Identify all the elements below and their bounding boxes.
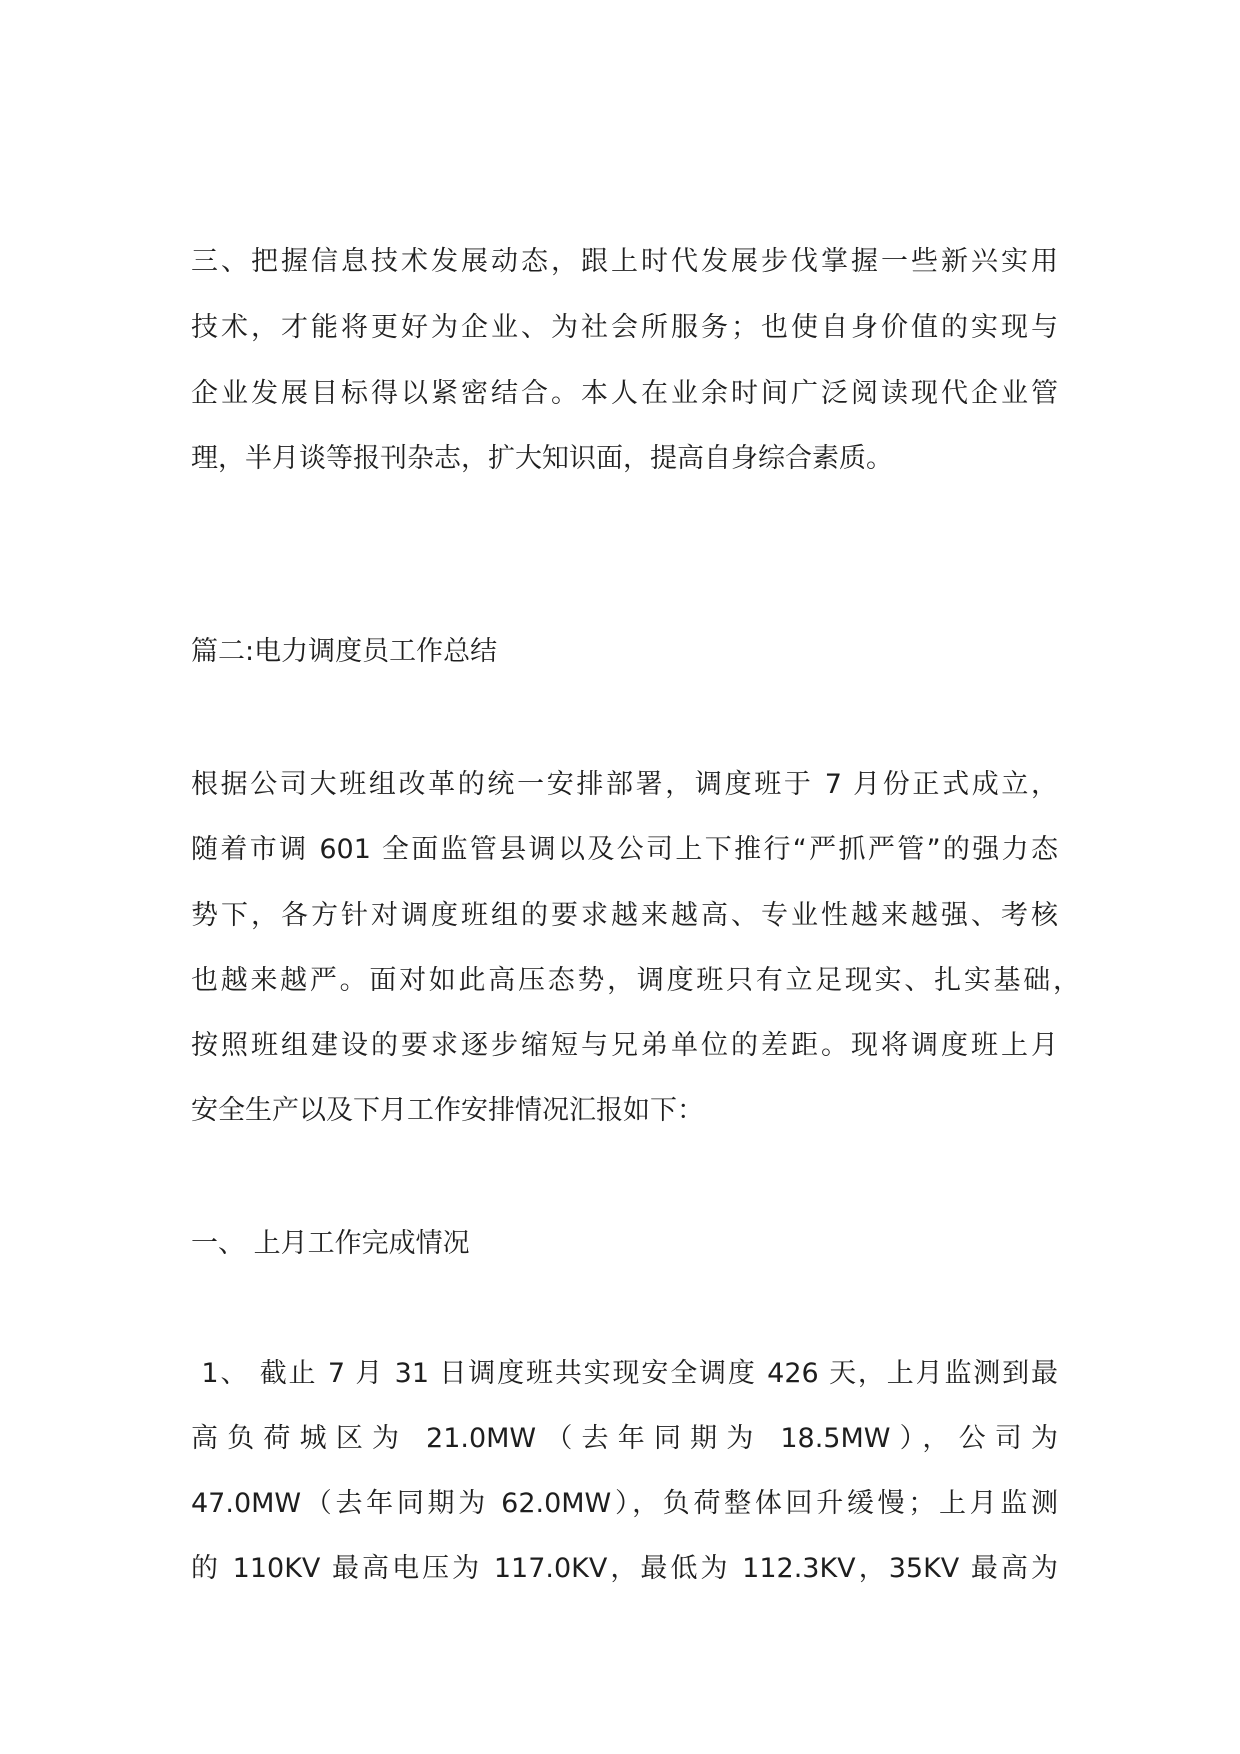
paragraph-line: 安全生产以及下月工作安排情况汇报如下： — [191, 1095, 704, 1126]
paragraph-line: 根据公司大班组改革的统一安排部署，调度班于 7 月份正式成立， — [191, 769, 1058, 800]
paragraph-line: 47.0MW（去年同期为 62.0MW），负荷整体回升缓慢；上月监测 — [191, 1488, 1058, 1519]
paragraph-line: 也越来越严。面对如此高压态势，调度班只有立足现实、扎实基础， — [191, 965, 1080, 996]
paragraph-line: 1、 截止 7 月 31 日调度班共实现安全调度 426 天，上月监测到最 — [191, 1358, 1058, 1389]
paragraph-line: 按照班组建设的要求逐步缩短与兄弟单位的差距。现将调度班上月 — [191, 1030, 1058, 1061]
paragraph-line: 企业发展目标得以紧密结合。本人在业余时间广泛阅读现代企业管 — [191, 378, 1058, 409]
paragraph-line: 的 110KV 最高电压为 117.0KV，最低为 112.3KV，35KV 最高为 — [191, 1553, 1058, 1584]
paragraph-line: 三、把握信息技术发展动态，跟上时代发展步伐掌握一些新兴实用 — [191, 246, 1058, 277]
paragraph-line: 势下，各方针对调度班组的要求越来越高、专业性越来越强、考核 — [191, 900, 1058, 931]
paragraph-line: 高负荷城区为 21.0MW（去年同期为 18.5MW），公司为 — [191, 1423, 1058, 1454]
paragraph-line: 技术，才能将更好为企业、为社会所服务；也使自身价值的实现与 — [191, 312, 1058, 343]
section-heading: 一、 上月工作完成情况 — [191, 1228, 470, 1259]
section-heading: 篇二:电力调度员工作总结 — [191, 636, 498, 667]
paragraph-line: 理，半月谈等报刊杂志，扩大知识面，提高自身综合素质。 — [191, 443, 893, 474]
paragraph-line: 随着市调 601 全面监管县调以及公司上下推行“严抓严管”的强力态 — [191, 834, 1058, 865]
